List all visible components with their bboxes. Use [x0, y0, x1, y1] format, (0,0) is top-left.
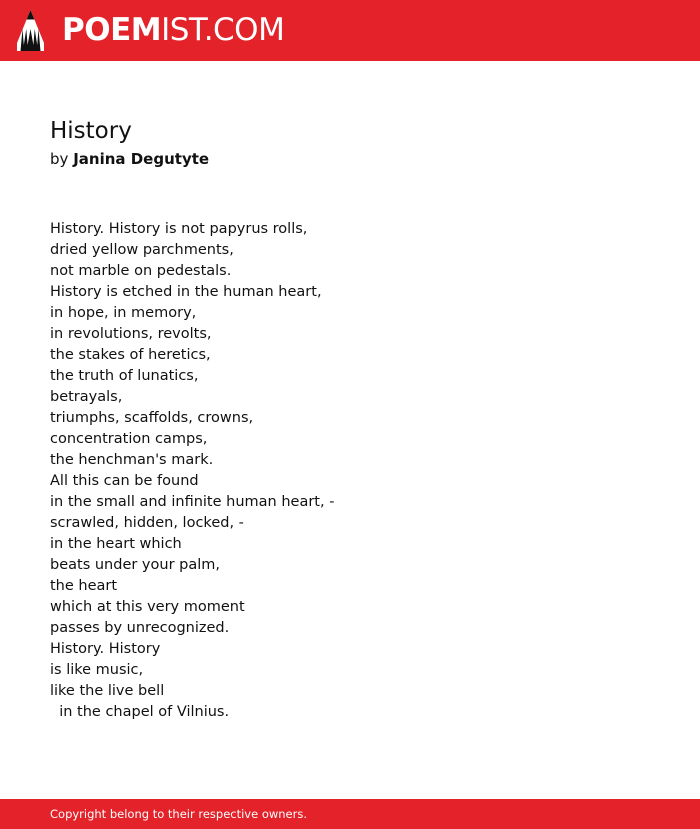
poem-line: dried yellow parchments,	[50, 242, 234, 258]
poem-line: in the small and infinite human heart, -	[50, 494, 335, 510]
poem-line: in hope, in memory,	[50, 305, 197, 321]
poem-line: History. History	[50, 641, 161, 657]
poem-line: beats under your palm,	[50, 557, 220, 573]
poem-line: History. History is not papyrus rolls,	[50, 221, 308, 237]
poem-body	[50, 219, 334, 723]
poem-line: All this can be found	[50, 473, 199, 489]
site-footer	[0, 799, 700, 829]
pencil-tip-icon	[17, 10, 44, 51]
poem-line: History is etched in the human heart,	[50, 284, 322, 300]
poem-line: is like music,	[50, 662, 144, 678]
logo-text-light: IST.COM	[161, 12, 285, 48]
author-name: Janina Degutyte	[73, 150, 210, 168]
site-logo[interactable]	[62, 12, 284, 48]
poem-line: in the heart which	[50, 536, 182, 552]
by-label: by	[50, 150, 69, 168]
poem-line: scrawled, hidden, locked, -	[50, 515, 244, 531]
poem-line: not marble on pedestals.	[50, 263, 232, 279]
poem-line: the heart	[50, 578, 118, 594]
poem-line: in revolutions, revolts,	[50, 326, 212, 342]
site-header	[0, 0, 700, 61]
poem-line: triumphs, scaffolds, crowns,	[50, 410, 254, 426]
poem-line: the henchman's mark.	[50, 452, 214, 468]
poem-line: like the live bell	[50, 683, 165, 699]
poem-line: the truth of lunatics,	[50, 368, 199, 384]
logo-text-bold: POEM	[62, 12, 162, 48]
poem-title: History	[50, 118, 132, 144]
poem-line: which at this very moment	[50, 599, 245, 615]
poem-line: the stakes of heretics,	[50, 347, 211, 363]
poem-line: betrayals,	[50, 389, 123, 405]
copyright-text: Copyright belong to their respective owners.	[50, 807, 308, 821]
poem-line: concentration camps,	[50, 431, 208, 447]
poem-line: passes by unrecognized.	[50, 620, 230, 636]
byline	[50, 149, 209, 169]
poem-line: in the chapel of Vilnius.	[50, 704, 230, 720]
